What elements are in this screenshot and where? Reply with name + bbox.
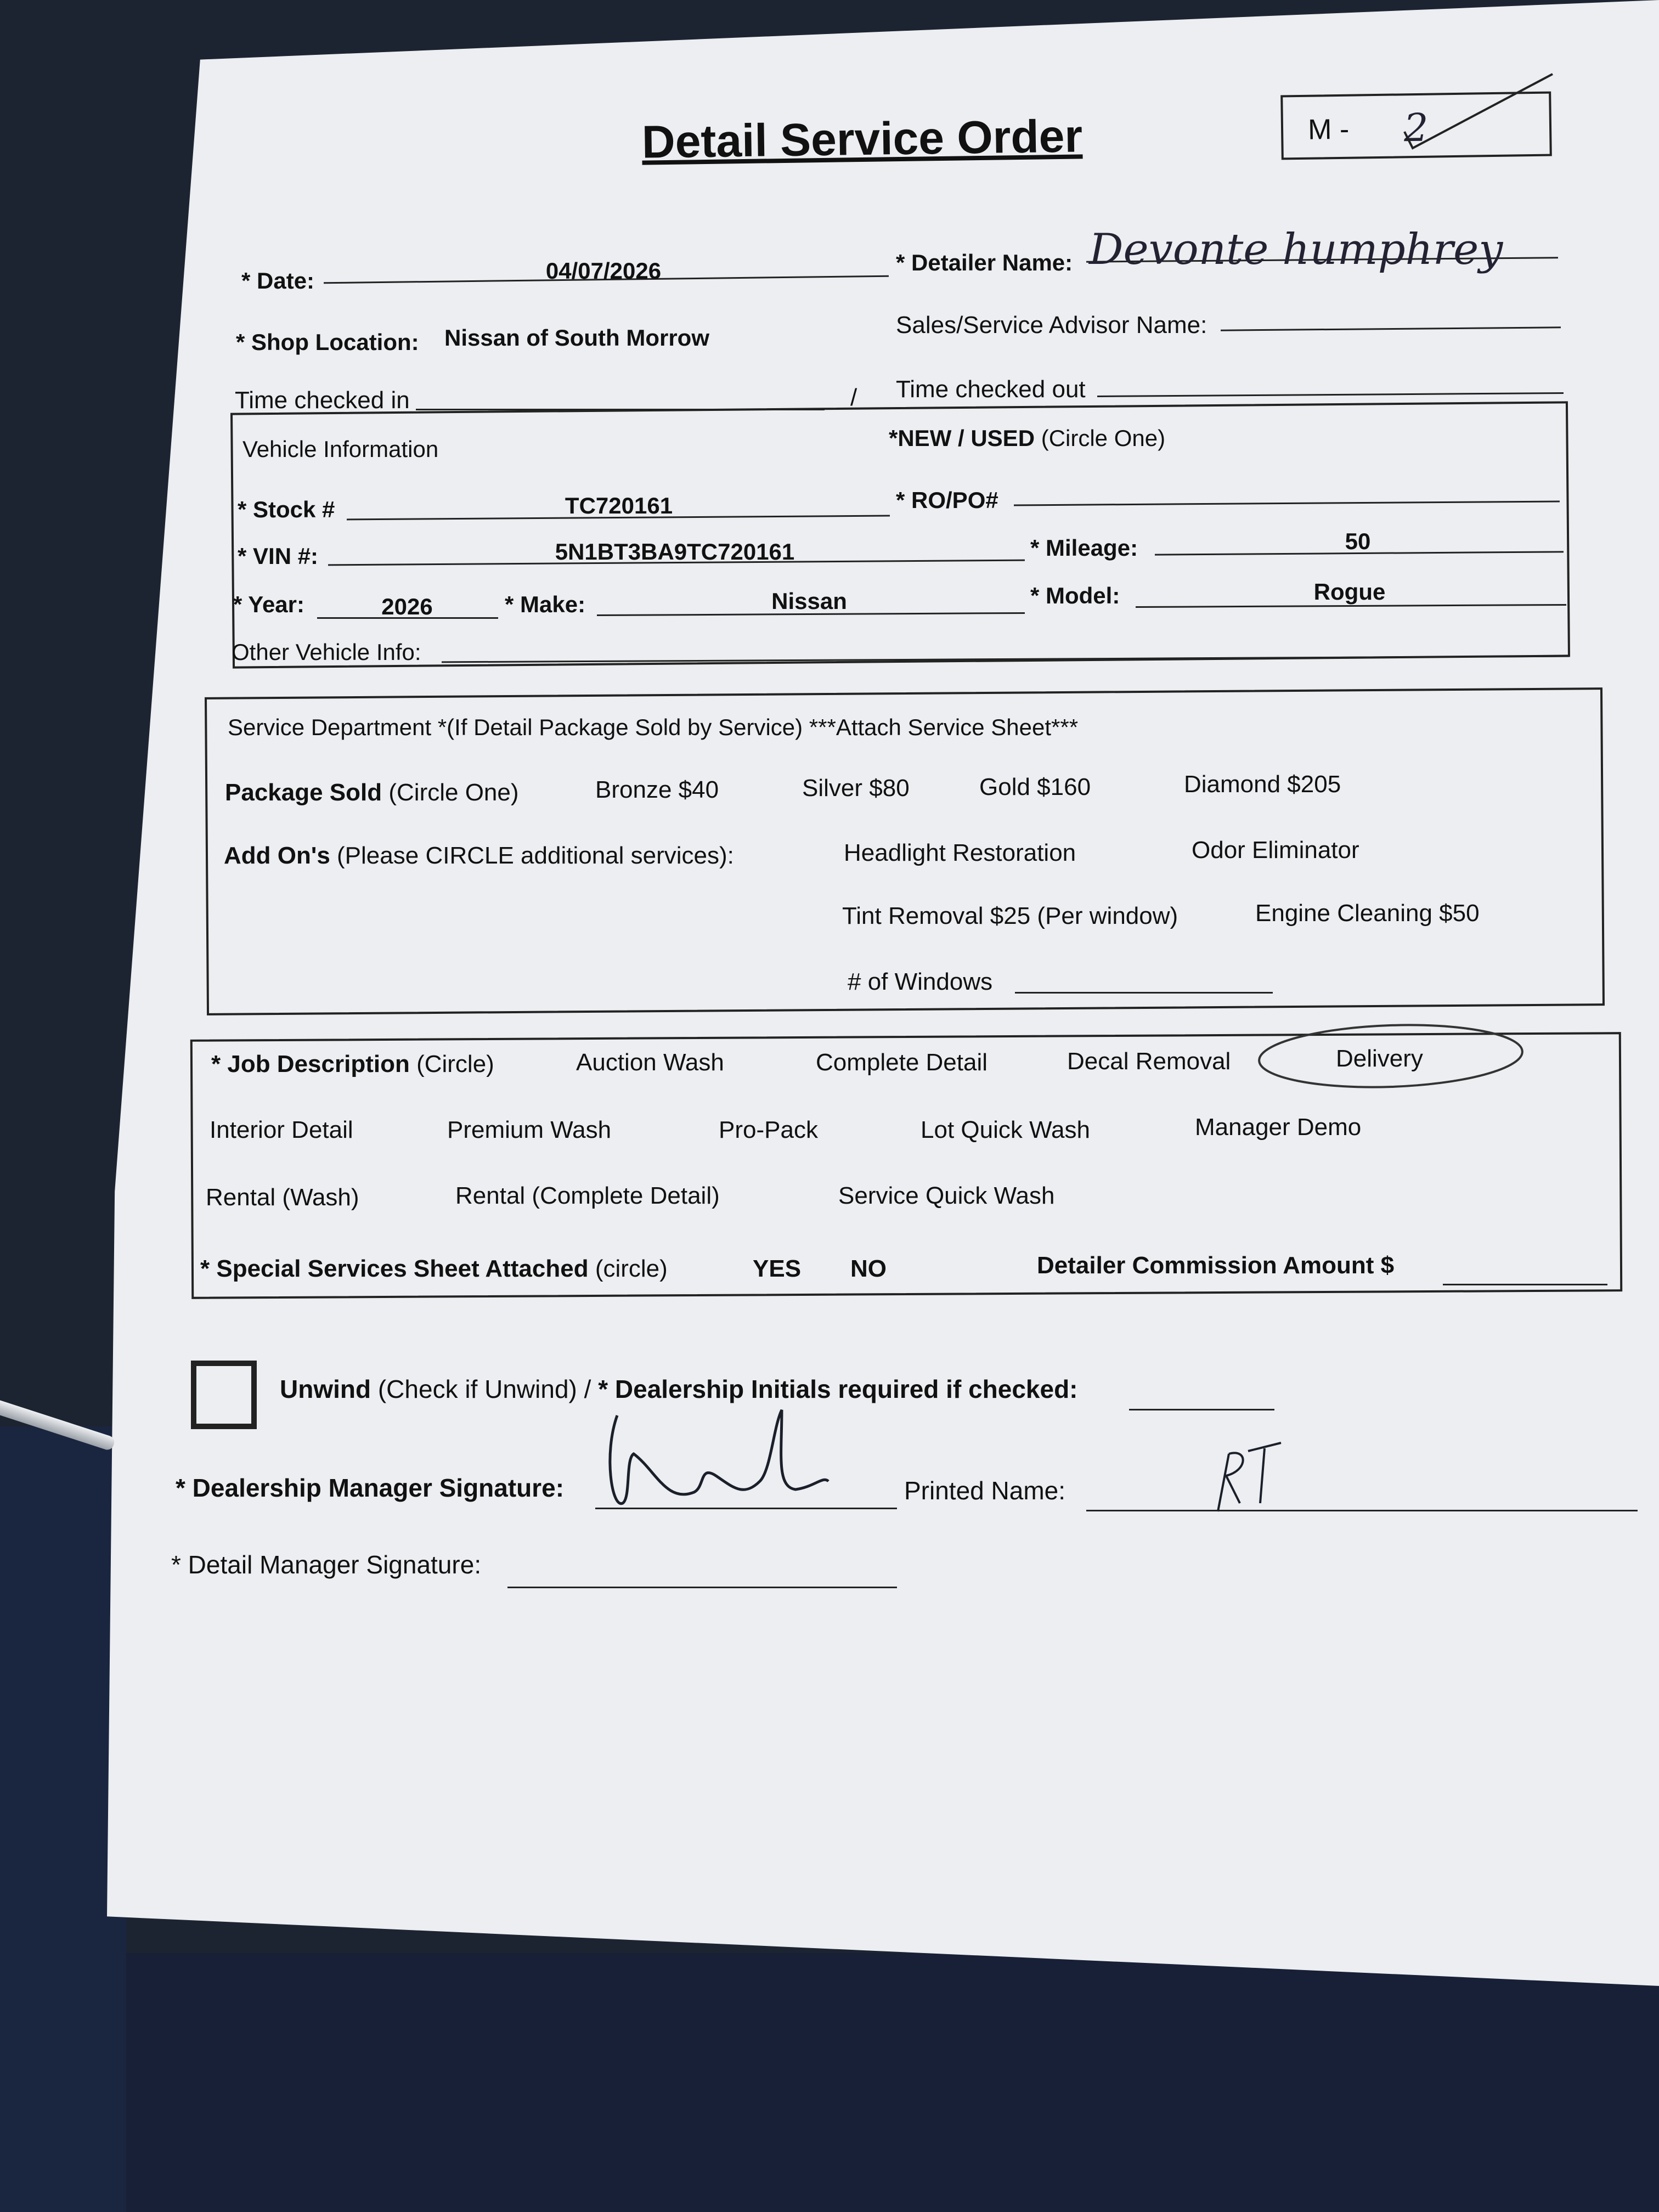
time-out-label: Time checked out: [896, 376, 1086, 403]
m-prefix: M -: [1307, 113, 1350, 146]
package-diamond[interactable]: Diamond $205: [1184, 771, 1341, 798]
package-gold[interactable]: Gold $160: [979, 774, 1091, 800]
vin-value[interactable]: 5N1BT3BA9TC720161: [555, 539, 795, 565]
addon-engine-cleaning[interactable]: Engine Cleaning $50: [1255, 900, 1480, 927]
addons-label: [224, 842, 734, 870]
manager-signature-label: * Dealership Manager Signature:: [176, 1474, 565, 1502]
stock-label: * Stock #: [238, 496, 335, 522]
printed-name-initials: [1215, 1437, 1286, 1514]
job-manager-demo[interactable]: Manager Demo: [1195, 1114, 1362, 1141]
unwind-bold: Unwind: [280, 1375, 371, 1403]
stock-value[interactable]: TC720161: [565, 493, 673, 518]
m-value: 2: [1403, 105, 1429, 151]
year-value[interactable]: 2026: [381, 594, 433, 619]
job-decal-removal[interactable]: Decal Removal: [1067, 1048, 1231, 1075]
year-label: * Year:: [233, 591, 304, 617]
new-used-note: (Circle One): [1041, 425, 1166, 451]
windows-label: # of Windows: [848, 968, 993, 995]
advisor-name-label: Sales/Service Advisor Name:: [896, 312, 1207, 338]
selection-circle-icon: [1256, 1020, 1531, 1092]
model-value[interactable]: Rogue: [1313, 579, 1386, 605]
job-description-label: [211, 1051, 494, 1078]
make-value[interactable]: Nissan: [771, 588, 847, 614]
addons-note: (Please CIRCLE additional services):: [337, 842, 734, 869]
package-sold-note: (Circle One): [388, 779, 519, 806]
date-label: * Date:: [241, 268, 315, 294]
new-used-label[interactable]: [889, 425, 1165, 452]
detailer-name-label: * Detailer Name:: [896, 250, 1073, 275]
other-info-label: Other Vehicle Info:: [232, 639, 421, 665]
commission-line[interactable]: [1443, 1284, 1607, 1285]
detailer-name-value[interactable]: Devonte humphrey: [1089, 225, 1503, 274]
special-yes-option[interactable]: YES: [753, 1255, 802, 1282]
shop-location-value[interactable]: Nissan of South Morrow: [444, 325, 709, 351]
detail-manager-signature-label: * Detail Manager Signature:: [171, 1550, 482, 1579]
unwind-checkbox[interactable]: [191, 1361, 257, 1429]
background-fabric: [0, 1953, 1659, 2212]
mileage-value[interactable]: 50: [1345, 528, 1371, 554]
background-left: [0, 1426, 126, 2212]
job-rental-wash[interactable]: Rental (Wash): [206, 1184, 359, 1211]
job-complete-detail[interactable]: Complete Detail: [816, 1049, 988, 1076]
job-description-bold: * Job Description: [211, 1051, 410, 1077]
shop-location-label: * Shop Location:: [236, 329, 419, 355]
printed-name-line[interactable]: [1086, 1510, 1638, 1511]
addon-tint-removal[interactable]: Tint Removal $25 (Per window): [842, 902, 1178, 929]
service-header: Service Department *(If Detail Package Sold by Service) ***Attach Service Sheet***: [228, 714, 1079, 740]
package-silver[interactable]: Silver $80: [802, 775, 910, 802]
special-services-label: [200, 1255, 668, 1283]
vin-label: * VIN #:: [238, 543, 319, 569]
package-sold-label: [225, 779, 519, 806]
addon-odor-eliminator[interactable]: Odor Eliminator: [1192, 837, 1359, 864]
windows-line[interactable]: [1015, 992, 1273, 994]
initials-line[interactable]: [1129, 1409, 1274, 1410]
manager-signature-mark: [606, 1393, 837, 1520]
model-label: * Model:: [1030, 583, 1120, 608]
initials-label: * Dealership Initials required if checked:: [598, 1375, 1078, 1403]
addon-headlight-restoration[interactable]: Headlight Restoration: [844, 839, 1076, 866]
ro-po-label: * RO/PO#: [896, 487, 998, 513]
addons-bold: Add On's: [224, 842, 330, 869]
job-interior-detail[interactable]: Interior Detail: [210, 1116, 353, 1143]
new-used-bold: *NEW / USED: [889, 425, 1035, 451]
commission-label: Detailer Commission Amount $: [1037, 1252, 1395, 1279]
time-separator: /: [850, 384, 857, 411]
time-in-label: Time checked in: [235, 387, 410, 414]
job-description-note: (Circle): [416, 1051, 494, 1077]
package-bronze[interactable]: Bronze $40: [595, 776, 719, 803]
check-mark-icon: [1404, 71, 1569, 148]
job-auction-wash[interactable]: Auction Wash: [576, 1049, 724, 1076]
special-services-bold: * Special Services Sheet Attached: [200, 1255, 589, 1282]
job-pro-pack[interactable]: Pro-Pack: [719, 1116, 818, 1143]
special-services-note: (circle): [595, 1255, 668, 1282]
mileage-label: * Mileage:: [1030, 535, 1138, 561]
job-lot-quick-wash[interactable]: Lot Quick Wash: [921, 1116, 1090, 1143]
unwind-note: (Check if Unwind) /: [377, 1375, 591, 1403]
make-label: * Make:: [505, 591, 586, 617]
detail-manager-signature-line[interactable]: [507, 1587, 897, 1588]
job-service-quick-wash[interactable]: Service Quick Wash: [838, 1182, 1055, 1209]
job-premium-wash[interactable]: Premium Wash: [447, 1116, 612, 1143]
vehicle-section-label: Vehicle Information: [242, 436, 439, 462]
special-no-option[interactable]: NO: [850, 1255, 887, 1282]
date-value[interactable]: 04/07/2026: [545, 258, 662, 284]
printed-name-label: Printed Name:: [904, 1476, 1066, 1505]
job-delivery[interactable]: Delivery: [1336, 1045, 1423, 1072]
job-rental-complete-detail[interactable]: Rental (Complete Detail): [455, 1182, 720, 1209]
package-sold-bold: Package Sold: [225, 779, 382, 806]
page-title: Detail Service Order: [641, 110, 1083, 168]
